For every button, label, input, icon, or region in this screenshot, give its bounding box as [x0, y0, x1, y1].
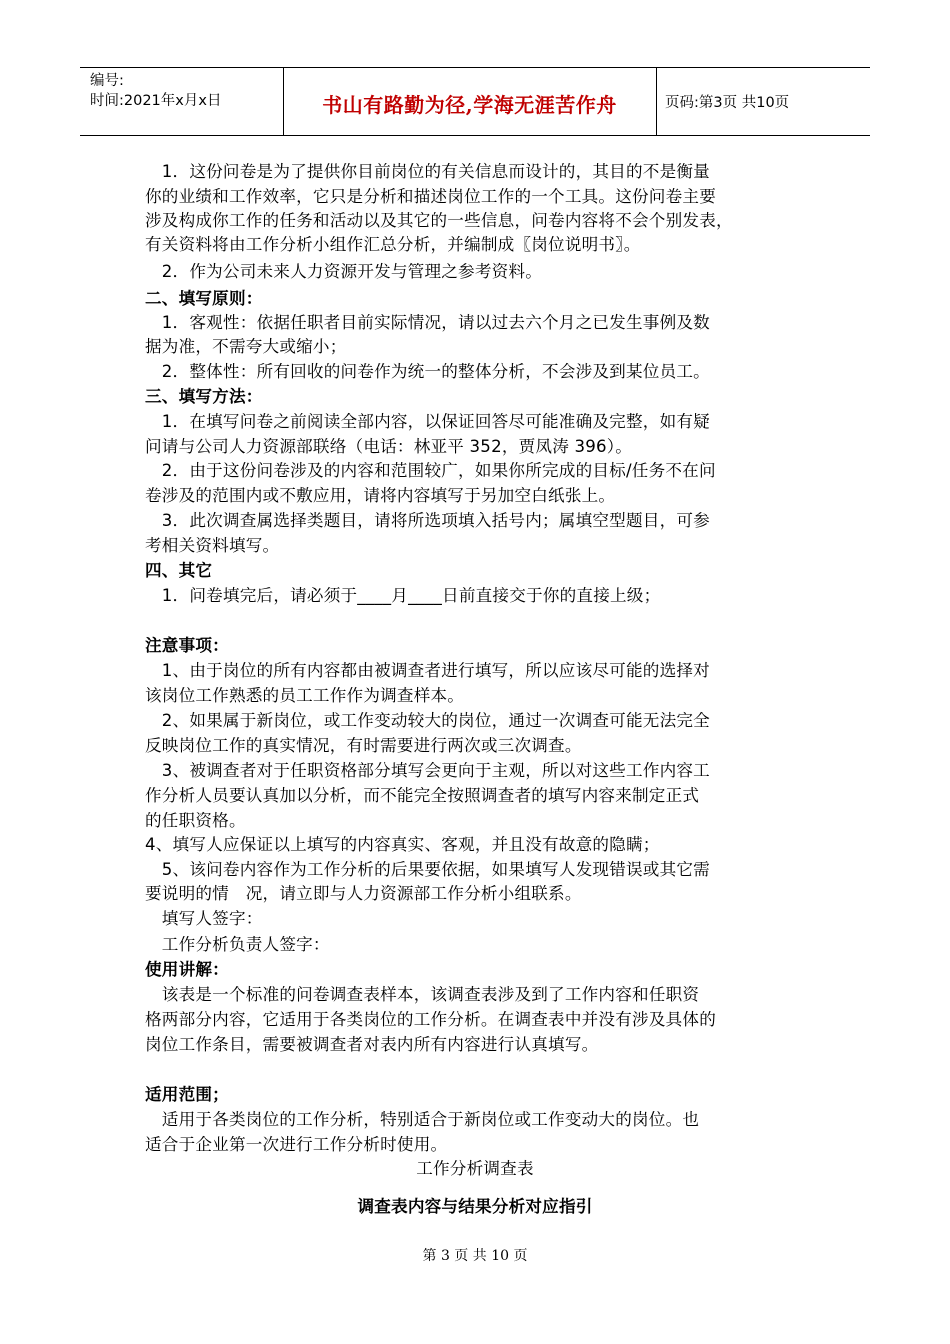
body-line: 格两部分内容，它适用于各类岗位的工作分析。在调查表中并没有涉及具体的	[145, 1010, 716, 1029]
header-divider-right	[656, 67, 657, 136]
body-line: 2．整体性：所有回收的问卷作为统一的整体分析，不会涉及到某位员工。	[145, 362, 710, 381]
body-line: 2．由于这份问卷涉及的内容和范围较广，如果你所完成的目标/任务不在问	[145, 461, 716, 480]
document-number-label: 编号:	[90, 73, 124, 89]
body-line: 1、由于岗位的所有内容都由被调查者进行填写，所以应该尽可能的选择对	[145, 661, 710, 680]
signature-line: 填写人签字：	[145, 909, 263, 928]
usage-heading: 使用讲解：	[145, 960, 229, 979]
body-line: 3．此次调查属选择类题目，请将所选项填入括号内；属填空型题目，可参	[145, 511, 710, 530]
body-line: 要说明的情 况，请立即与人力资源部工作分析小组联系。	[145, 884, 582, 903]
body-line: 考相关资料填写。	[145, 536, 280, 555]
header-motto: 书山有路勤为径,学海无涯苦作舟	[322, 93, 617, 117]
body-line: 你的业绩和工作效率，它只是分析和描述岗位工作的一个工具。这份问卷主要	[145, 187, 716, 206]
section-heading: 三、填写方法：	[145, 387, 263, 406]
body-line: 反映岗位工作的真实情况，有时需要进行两次或三次调查。	[145, 736, 582, 755]
body-line: 1．在填写问卷之前阅读全部内容，以保证回答尽可能准确及完整，如有疑	[145, 412, 710, 431]
body-line: 适合于企业第一次进行工作分析时使用。	[145, 1135, 448, 1154]
body-line: 适用于各类岗位的工作分析，特别适合于新岗位或工作变动大的岗位。也	[145, 1110, 700, 1129]
body-line: 有关资料将由工作分析小组作汇总分析，并编制成〖岗位说明书〗。	[145, 235, 641, 254]
body-line: 涉及构成你工作的任务和活动以及其它的一些信息，问卷内容将不会个别发表，	[145, 211, 733, 230]
body-line: 的任职资格。	[145, 811, 246, 830]
body-line: 2、如果属于新岗位，或工作变动较大的岗位，通过一次调查可能无法完全	[145, 711, 710, 730]
form-title: 工作分析调查表	[416, 1159, 534, 1178]
body-line: 2．作为公司未来人力资源开发与管理之参考资料。	[145, 262, 543, 281]
header-page-info: 页码:第3页 共10页	[665, 95, 790, 111]
body-line: 1．客观性：依据任职者目前实际情况，请以过去六个月之已发生事例及数	[145, 313, 710, 332]
body-line: 该岗位工作熟悉的员工工作作为调查样本。	[145, 686, 465, 705]
section-heading: 四、其它	[145, 561, 213, 580]
body-line: 4、填写人应保证以上填写的内容真实、客观，并且没有故意的隐瞒；	[145, 835, 660, 854]
body-line: 3、被调查者对于任职资格部分填写会更向于主观，所以对这些工作内容工	[145, 761, 710, 780]
body-line: 据为准，不需夸大或缩小；	[145, 337, 347, 356]
body-line: 岗位工作条目，需要被调查者对表内所有内容进行认真填写。	[145, 1035, 599, 1054]
body-line: 1．这份问卷是为了提供你目前岗位的有关信息而设计的，其目的不是衡量	[145, 162, 710, 181]
header-bottom-rule	[80, 135, 870, 136]
body-line: 作分析人员要认真加以分析，而不能完全按照调查者的填写内容来制定正式	[145, 786, 700, 805]
scope-heading: 适用范围；	[145, 1085, 229, 1104]
header-top-rule	[80, 67, 870, 68]
body-line: 1．问卷填完后，请必须于____月____日前直接交于你的直接上级；	[145, 586, 661, 605]
document-date: 时间:2021年x月x日	[90, 93, 222, 109]
header-divider-left	[283, 67, 284, 136]
page-footer: 第 3 页 共 10 页	[422, 1248, 528, 1264]
body-line: 卷涉及的范围内或不敷应用，请将内容填写于另加空白纸张上。	[145, 486, 616, 505]
signature-line: 工作分析负责人签字：	[145, 935, 330, 954]
guide-title: 调查表内容与结果分析对应指引	[357, 1197, 593, 1216]
body-line: 5、该问卷内容作为工作分析的后果要依据，如果填写人发现错误或其它需	[145, 860, 710, 879]
notes-heading: 注意事项：	[145, 636, 229, 655]
body-line: 问请与公司人力资源部联络（电话：林亚平 352，贾凤涛 396）。	[145, 437, 633, 456]
body-line: 该表是一个标准的问卷调查表样本，该调查表涉及到了工作内容和任职资	[145, 985, 700, 1004]
section-heading: 二、填写原则：	[145, 289, 263, 308]
